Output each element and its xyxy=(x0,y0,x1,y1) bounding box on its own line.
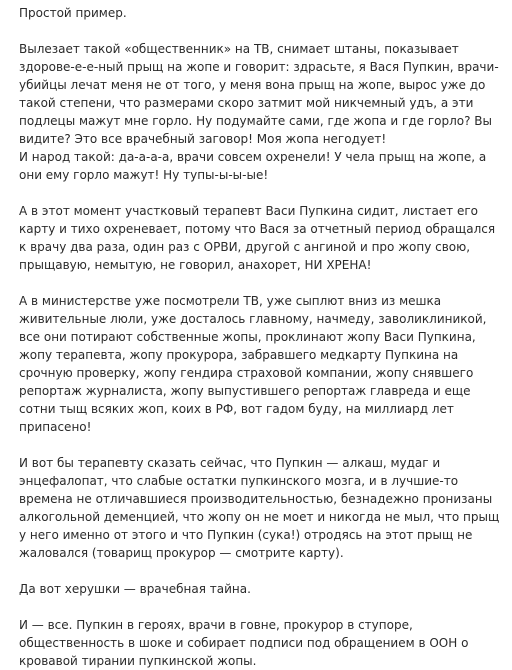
paragraph-intro: Простой пример. xyxy=(19,6,127,20)
paragraph-therapist: А в этот момент участковый терапевт Васи Пупкина сидит, листает его карту и тихо охреневает, потому что Вася за отчетный период обращался к врачу два раза, один раз с ОРВИ, другой с ангиной и про жопу свою, прыщавую, немытую, не говорил, анахорет, НИ ХРЕНА! xyxy=(19,204,496,272)
paragraph-medical-secret: Да вот херушки — врачебная тайна. xyxy=(19,582,251,596)
paragraph-diagnosis: И вот бы терапевту сказать сейчас, что Пупкин — алкаш, мудаг и энцефалопат, что слабые остатки пупкинского мозга, и в лучшие-то времена не отличавшиеся производительностью, безнадежно пронизаны алкогольной деменцией, что жопу он не моет и никогда не мыл, что прыщ у него именно от этого и что Пупкин (сука!) отродясь на этот прыщ не жаловался (товарищ прокурор — смотрите карту). xyxy=(19,456,500,560)
paragraph-tv-appearance: Вылезает такой «общественник» на ТВ, снимает штаны, показывает здорове-е-е-ный прыщ на жопе и говорит: здрасьте, я Вася Пупкин, врачи-убийцы лечат меня не от того, у меня вона прыщ на жопе, вырос уже до такой степени, что размерами скоро затмит мой никчемный удъ, а эти подлецы мажут мне горло. Ну подумайте сами, где жопа и где горло? Вы видите? Это все врачебный заговор! Моя жопа негодует! И народ такой: да-а-а-а, врачи совсем охренели! У чела прыщ на жопе, а они ему горло мажут! Ну тупы-ы-ы-ые! xyxy=(19,42,499,182)
paragraph-ministry: А в министерстве уже посмотрели ТВ, уже сыплют вниз из мешка живительные люли, уже досталось главному, начмеду, заволиклиникой, все они потирают собственные жопы, проклинают жопу Васи Пупкина, жопу терапевта, жопу прокурора, забравшего медкарту Пупкина на срочную проверку, жопу гендира страховой компании, жопу снявшего репортаж журналиста, жопу выпустившего репортаж главреда и еще сотни тыщ всяких жоп, коих в РФ, вот гадом буду, на миллиард лет припасено! xyxy=(19,294,487,434)
paragraph-conclusion: И — все. Пупкин в героях, врачи в говне, прокурор в ступоре, общественность в шоке и собирает подписи под обращением в ООН о кровавой тирании пупкинской жопы. xyxy=(19,618,469,668)
